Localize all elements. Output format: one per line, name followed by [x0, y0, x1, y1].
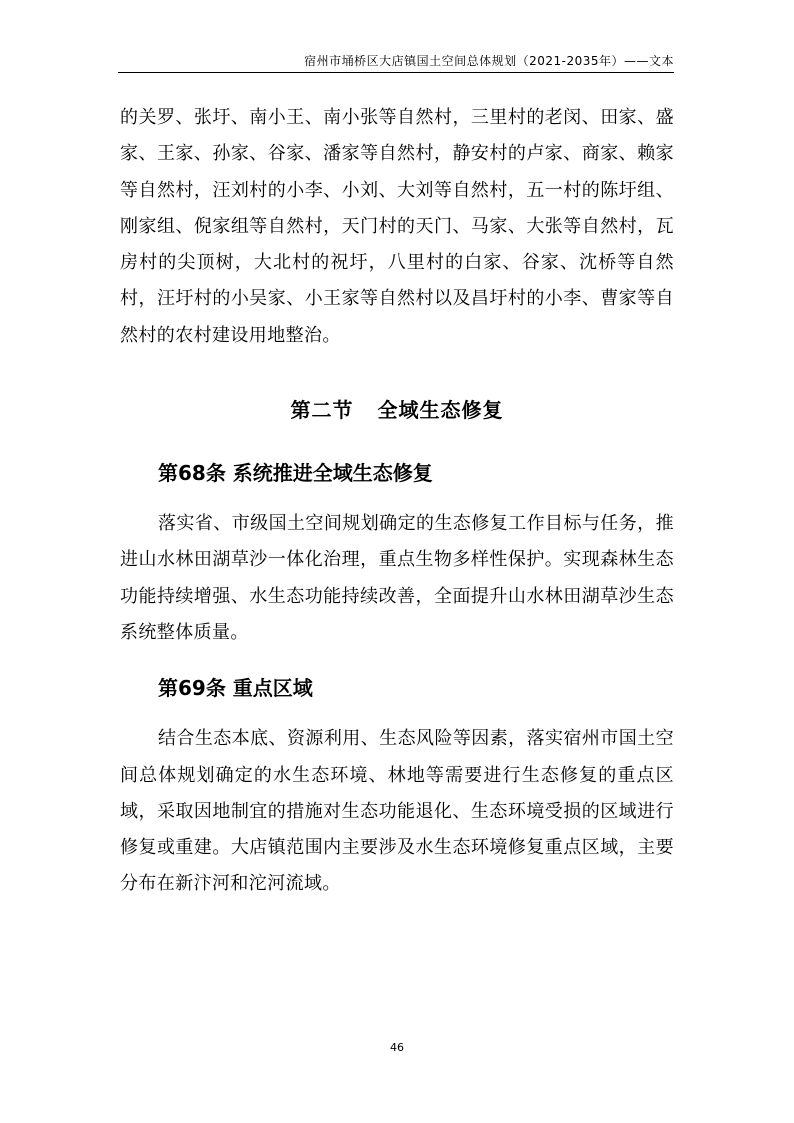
- article-69-body: 结合生态本底、资源利用、生态风险等因素，落实宿州市国土空间总体规划确定的水生态环境、林地等需要进行生态修复的重点区域，采取因地制宜的措施对生态功能退化、生态环境受损的区域进行修复或重建。大店镇范围内主要涉及水生态环境修复重点区域，主要分布在新汴河和沱河流域。: [120, 728, 674, 895]
- section-number: 第二节: [290, 398, 354, 423]
- article-68-body: 落实省、市级国土空间规划确定的生态修复工作目标与任务，推进山水林田湖草沙一体化治理，重点生物多样性保护。实现森林生态功能持续增强、水生态功能持续改善，全面提升山水林田湖草沙生态系统整体质量。: [120, 513, 674, 643]
- page-number: 46: [390, 1041, 404, 1054]
- header-title: 宿州市埇桥区大店镇国土空间总体规划（2021-2035年）——文本: [304, 54, 674, 68]
- page-header: [118, 48, 674, 73]
- article-68-title: 第68条 系统推进全域生态修复: [158, 461, 433, 486]
- section-title: 全域生态修复: [377, 398, 504, 423]
- continuation-paragraph: 的关罗、张圩、南小王、南小张等自然村，三里村的老闵、田家、盛家、王家、孙家、谷家、潘家等自然村，静安村的卢家、商家、赖家等自然村，汪刘村的小李、小刘、大刘等自然村，五一村的陈圩组、刚家组、倪家组等自然村，天门村的天门、马家、大张等自然村，瓦房村的尖顶树，大北村的祝圩，八里村的白家、谷家、沈桥等自然村，汪圩村的小吴家、小王家等自然村以及昌圩村的小李、曹家等自然村的农村建设用地整治。: [120, 107, 674, 346]
- section-heading: [120, 394, 674, 423]
- article-69-title: 第69条 重点区域: [158, 676, 313, 701]
- document-body: [120, 100, 674, 903]
